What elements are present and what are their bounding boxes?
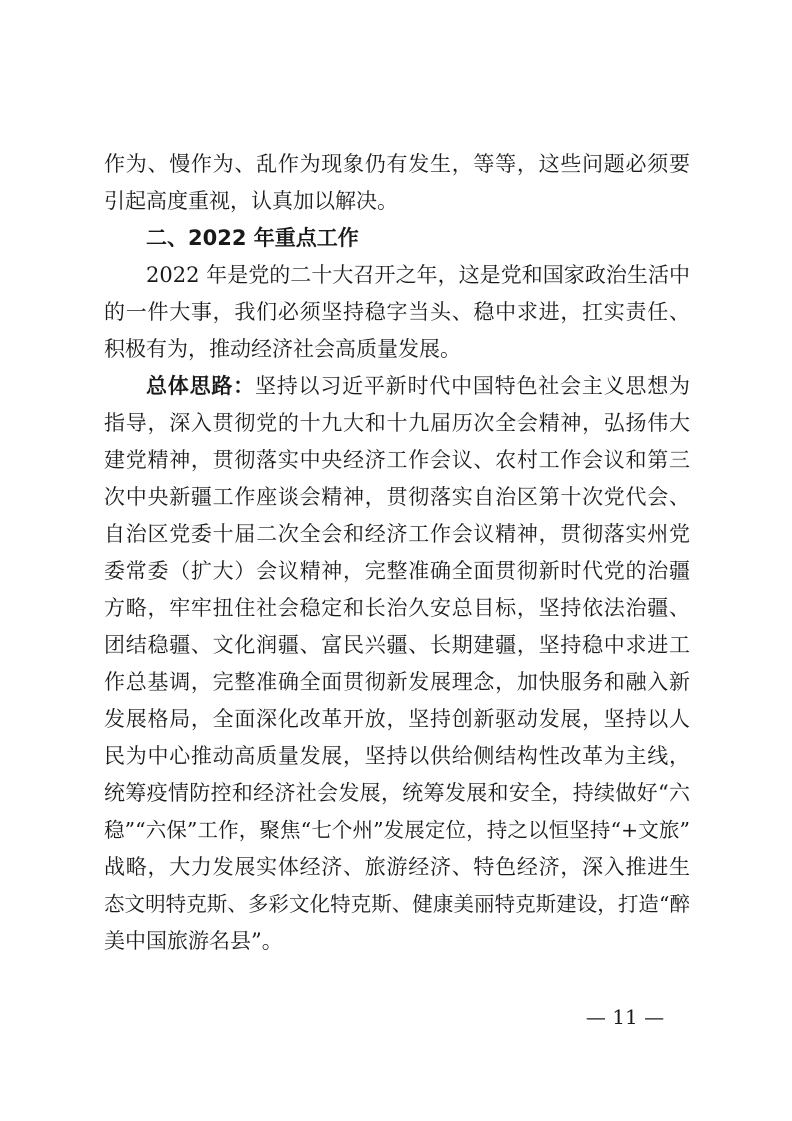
- body-text-line: 作为、慢作为、乱作为现象仍有发生，等等，这些问题必须要: [104, 152, 690, 176]
- body-text-line: 引起高度重视，认真加以解决。: [104, 189, 398, 213]
- body-text-line: 作总基调，完整准确全面贯彻新发展理念，加快服务和融入新: [104, 670, 690, 694]
- body-text-line: 积极有为，推动经济社会高质量发展。: [104, 337, 461, 361]
- body-text-line: 2022 年是党的二十大召开之年，这是党和国家政治生活中: [146, 263, 690, 287]
- body-text-line: 自治区党委十届二次全会和经济工作会议精神，贯彻落实州党: [104, 522, 690, 546]
- body-text-line: 战略，大力发展实体经济、旅游经济、特色经济，深入推进生: [104, 855, 690, 879]
- body-text-line: 民为中心推动高质量发展，坚持以供给侧结构性改革为主线，: [104, 744, 690, 768]
- paragraph-lead-line: [146, 368, 690, 404]
- body-text-line: 建党精神，贯彻落实中央经济工作会议、农村工作会议和第三: [104, 448, 690, 472]
- body-text-line: 指导，深入贯彻党的十九大和十九届历次全会精神，弘扬伟大: [104, 411, 690, 435]
- body-text-line: 委常委（扩大）会议精神，完整准确全面贯彻新时代党的治疆: [104, 559, 690, 583]
- body-text-line: 发展格局，全面深化改革开放，坚持创新驱动发展，坚持以人: [104, 707, 690, 731]
- body-text-line: 次中央新疆工作座谈会精神，贯彻落实自治区第十次党代会、: [104, 485, 690, 509]
- body-text-line: 统筹疫情防控和经济社会发展，统筹发展和安全，持续做好“六: [104, 781, 690, 805]
- section-heading: 二、2022 年重点工作: [146, 226, 359, 250]
- body-text-segment: 坚持以习近平新时代中国特色社会主义思想为: [254, 374, 691, 398]
- page-number: — 11 —: [585, 1005, 665, 1029]
- body-text-line: 美中国旅游名县”。: [104, 929, 283, 953]
- body-text-line: 稳”“六保”工作，聚焦“七个州”发展定位，持之以恒坚持“+文旅”: [104, 818, 690, 842]
- body-text-line: 方略，牢牢扭住社会稳定和长治久安总目标，坚持依法治疆、: [104, 596, 690, 620]
- body-text-line: 的一件大事，我们必须坚持稳字当头、稳中求进，扛实责任、: [104, 300, 690, 324]
- body-text-line: 态文明特克斯、多彩文化特克斯、健康美丽特克斯建设，打造“醉: [104, 892, 690, 916]
- paragraph-label: 总体思路：: [146, 374, 255, 398]
- body-text-line: 团结稳疆、文化润疆、富民兴疆、长期建疆，坚持稳中求进工: [104, 633, 690, 657]
